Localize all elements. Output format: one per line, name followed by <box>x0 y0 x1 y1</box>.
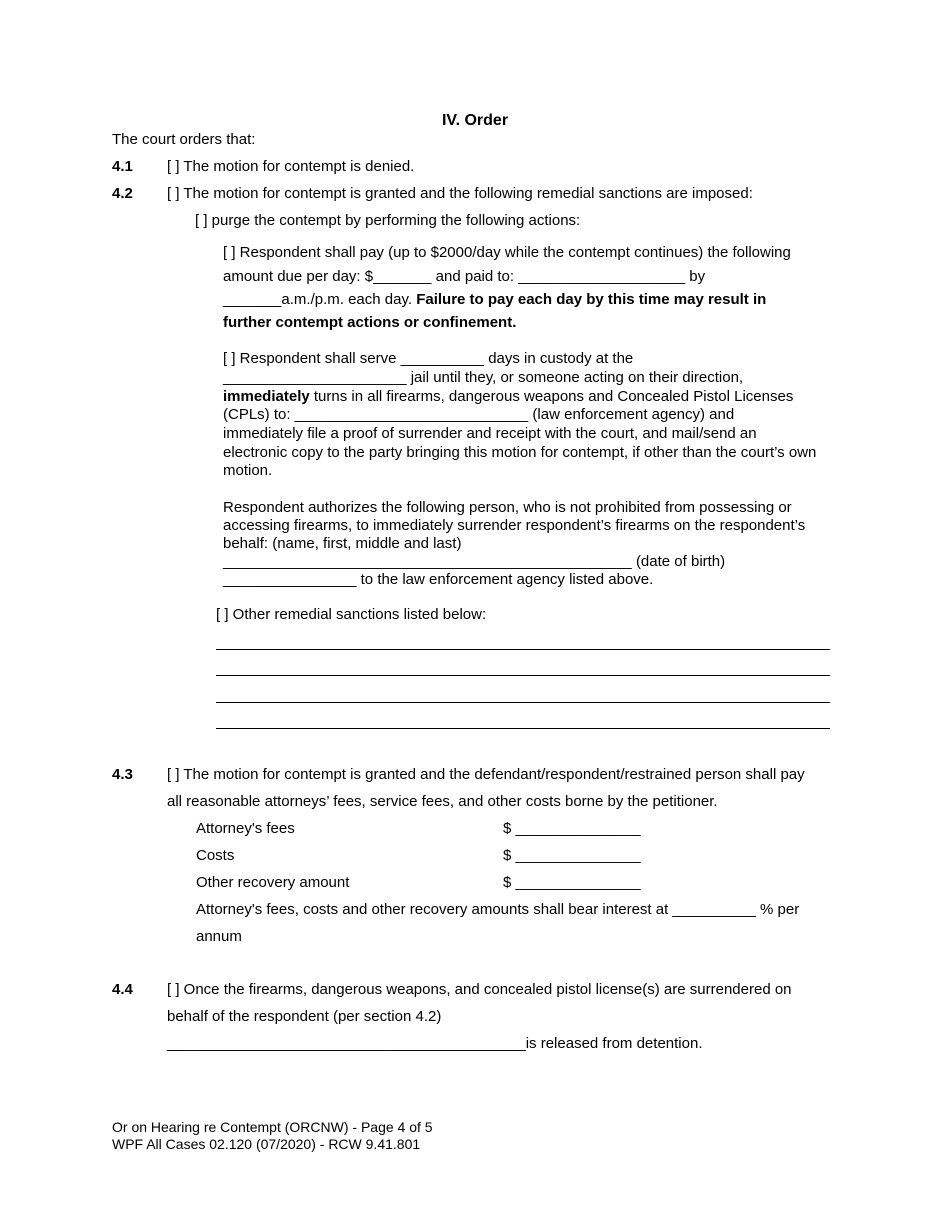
authorize-name-dob-line: _________________________________________________ (date of birth) <box>223 553 726 570</box>
option-motion-granted-fees[interactable]: [ ] The motion for contempt is granted and the defendant/respondent/restrained person shall pay <box>167 766 805 783</box>
section-number-4-2: 4.2 <box>112 185 133 202</box>
fee-label-other: Other recovery amount <box>196 874 350 891</box>
serve-motion-line: motion. <box>223 462 273 479</box>
section-number-4-1: 4.1 <box>112 158 133 175</box>
pay-warning-text: Failure to pay each day by this time may result in <box>416 291 767 308</box>
option-respondent-serve[interactable]: [ ] Respondent shall serve __________ days in custody at the <box>223 350 634 367</box>
section-title: IV. Order <box>441 112 509 129</box>
option-motion-granted-sanctions[interactable]: [ ] The motion for contempt is granted and the following remedial sanctions are imposed: <box>167 185 753 202</box>
option-respondent-pay[interactable]: [ ] Respondent shall pay (up to $2000/day while the contempt continues) the following <box>223 244 791 261</box>
fees-description: all reasonable attorneys’ fees, service fees, and other costs borne by the petitioner. <box>167 793 718 810</box>
interest-line-1: Attorney's fees, costs and other recovery amounts shall bear interest at __________ % per <box>196 901 800 918</box>
serve-proof-line: immediately file a proof of surrender and receipt with the court, and mail/send an <box>223 425 757 442</box>
option-release-detention[interactable]: [ ] Once the firearms, dangerous weapons, and concealed pistol license(s) are surrendered on <box>167 981 792 998</box>
serve-cpl-line: (CPLs) to: ____________________________ (law enforcement agency) and <box>223 406 735 423</box>
other-sanctions-line-4[interactable] <box>216 728 830 729</box>
pay-amount-line: amount due per day: $_______ and paid to: ____________________ by <box>223 268 706 285</box>
serve-immediately-text: immediately <box>223 388 310 405</box>
intro-text: The court orders that: <box>112 131 256 148</box>
fee-amount-attorney[interactable]: $ _______________ <box>503 820 641 837</box>
serve-surrender-line <box>223 388 793 405</box>
option-other-sanctions[interactable]: [ ] Other remedial sanctions listed below: <box>216 606 487 623</box>
footer-form-code: WPF All Cases 02.120 (07/2020) - RCW 9.41.801 <box>112 1136 421 1152</box>
authorize-line-2: accessing firearms, to immediately surrender respondent’s firearms on the respondent’s <box>223 517 806 534</box>
option-purge-contempt[interactable]: [ ] purge the contempt by performing the following actions: <box>195 212 581 229</box>
interest-line-2: annum <box>196 928 242 945</box>
serve-surrender-text: turns in all firearms, dangerous weapons and Concealed Pistol Licenses <box>309 388 794 405</box>
footer-form-title: Or on Hearing re Contempt (ORCNW) - Page 4 of 5 <box>112 1119 433 1135</box>
pay-time-line <box>223 291 766 308</box>
fee-label-costs: Costs <box>196 847 235 864</box>
fee-label-attorney: Attorney's fees <box>196 820 295 837</box>
other-sanctions-line-1[interactable] <box>216 649 830 650</box>
fee-amount-other[interactable]: $ _______________ <box>503 874 641 891</box>
option-motion-denied[interactable]: [ ] The motion for contempt is denied. <box>167 158 415 175</box>
section-number-4-3: 4.3 <box>112 766 133 783</box>
authorize-line-3: behalf: (name, first, middle and last) <box>223 535 462 552</box>
fee-amount-costs[interactable]: $ _______________ <box>503 847 641 864</box>
pay-warning-continued: further contempt actions or confinement. <box>223 314 517 331</box>
serve-jail-line: ______________________ jail until they, or someone acting on their direction, <box>223 369 744 386</box>
release-behalf-line: behalf of the respondent (per section 4.2) <box>167 1008 442 1025</box>
other-sanctions-line-2[interactable] <box>216 675 830 676</box>
pay-time-text: _______a.m./p.m. each day. <box>223 291 417 308</box>
section-number-4-4: 4.4 <box>112 981 133 998</box>
authorize-line-1: Respondent authorizes the following person, who is not prohibited from possessing or <box>223 499 792 516</box>
serve-copy-line: electronic copy to the party bringing this motion for contempt, if other than the court’s own <box>223 444 817 461</box>
other-sanctions-line-3[interactable] <box>216 702 830 703</box>
authorize-agency-line: ________________ to the law enforcement agency listed above. <box>223 571 654 588</box>
release-name-line: ___________________________________________is released from detention. <box>167 1035 703 1052</box>
